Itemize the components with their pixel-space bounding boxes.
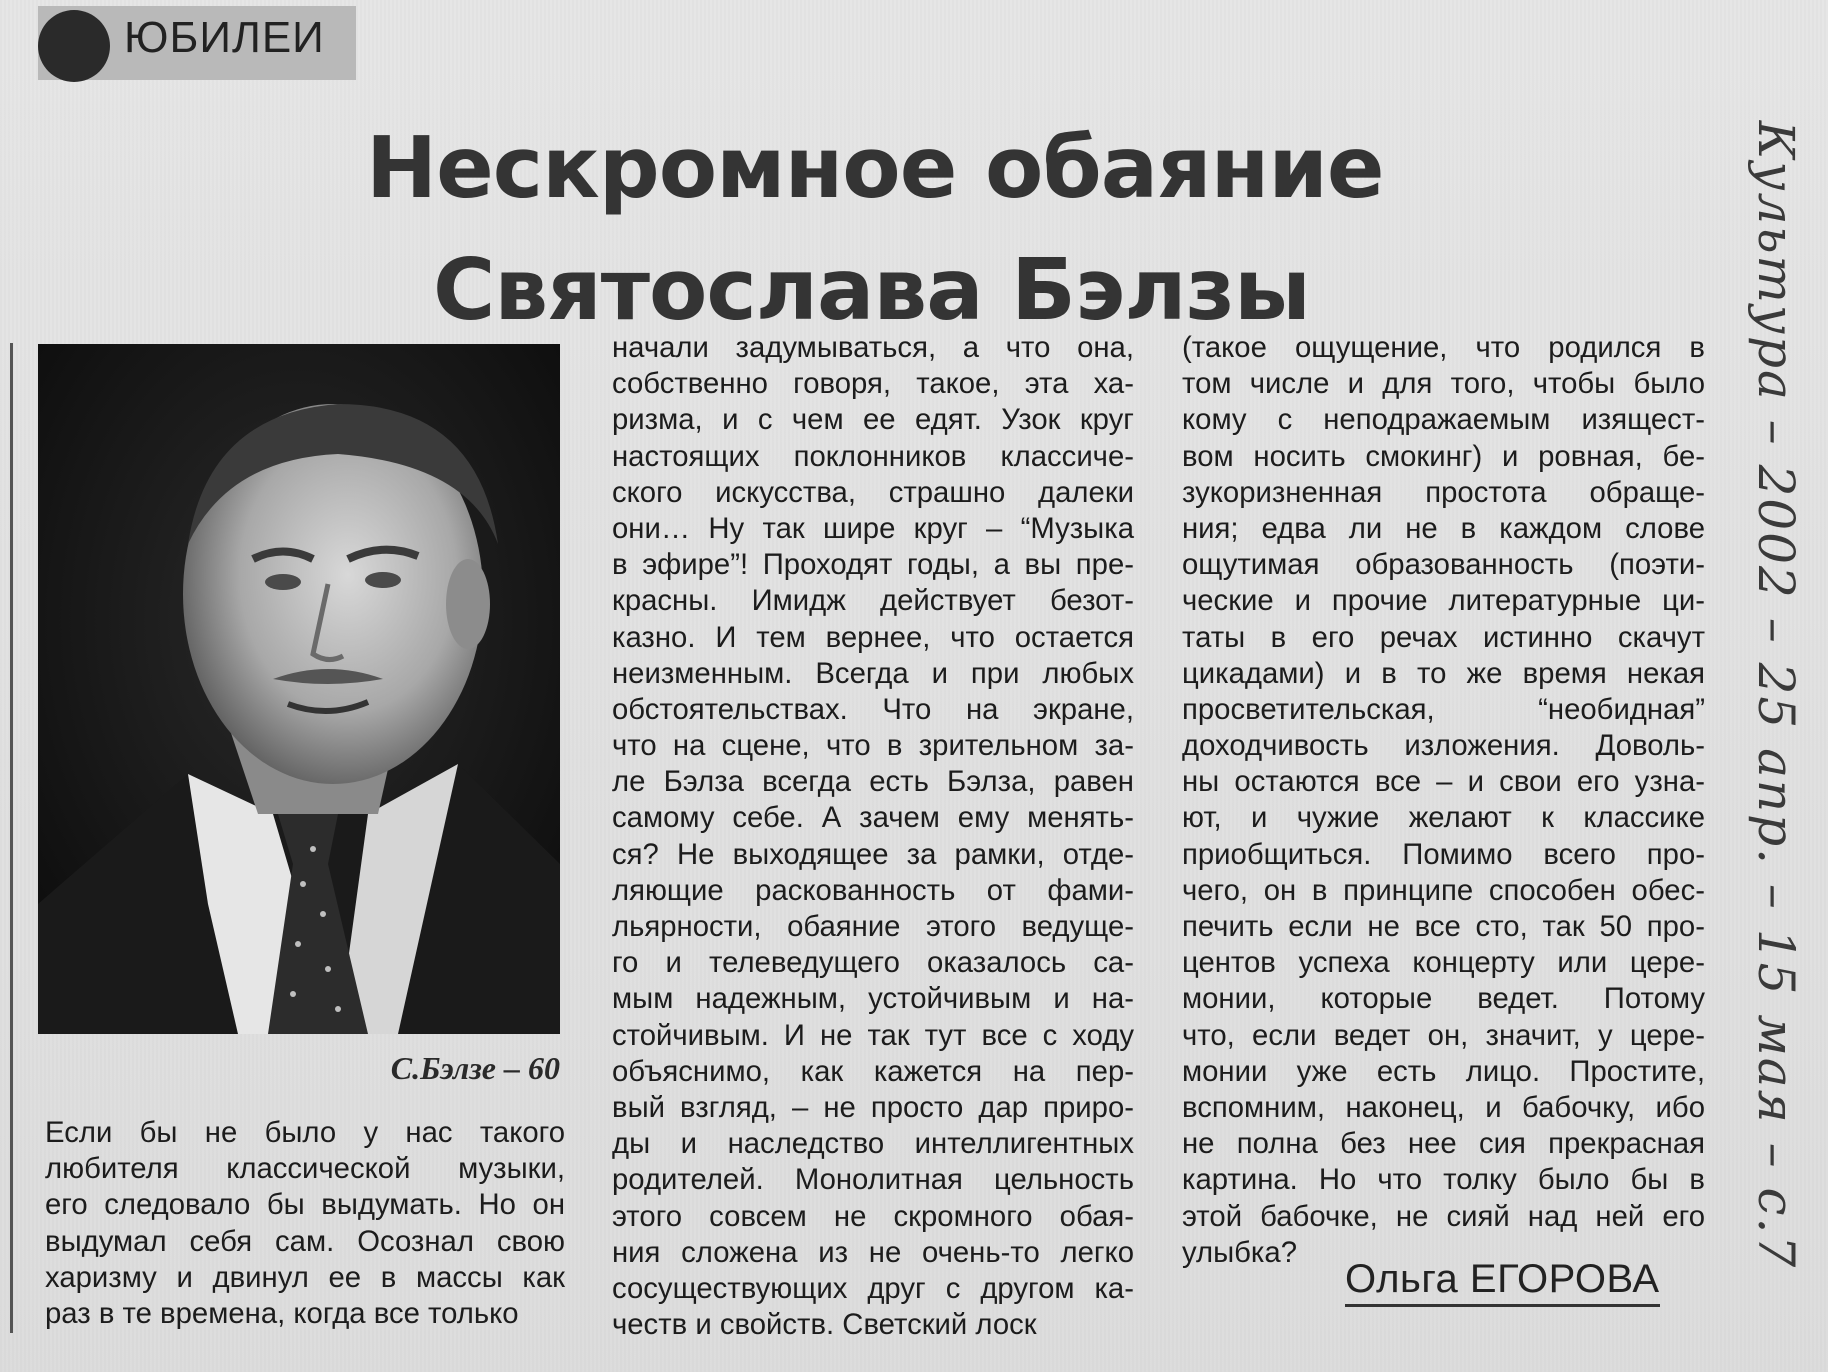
- article-line: монии, которые ведет. Потому: [1182, 982, 1705, 1016]
- author-signature: Ольга ЕГОРОВА: [1345, 1257, 1660, 1307]
- article-line: ского искусства, страшно далеки: [612, 475, 1134, 509]
- article-column-2: [612, 330, 1134, 1343]
- article-line: ны остаются все – и свои его узна-: [1182, 765, 1705, 799]
- article-line: ды и наследство интеллигентных: [612, 1127, 1134, 1161]
- article-line: красны. Имидж действует безот-: [612, 584, 1134, 618]
- article-line: монии уже есть лицо. Простите,: [1182, 1054, 1705, 1088]
- article-line: в эфире”! Проходят годы, а вы пре-: [612, 548, 1134, 582]
- article-line: просветительская, “необидная”: [1182, 692, 1705, 726]
- article-line: любителя классической музыки,: [45, 1152, 565, 1186]
- article-line: го и телеведущего оказалось са-: [612, 946, 1134, 980]
- article-line: ся? Не выходящее за рамки, отде-: [612, 837, 1134, 871]
- article-line: печить если не все сто, так 50 про-: [1182, 910, 1705, 943]
- article-line: ризма, и с чем ее едят. Узок круг: [612, 403, 1134, 437]
- article-line: улыбка?: [1182, 1235, 1297, 1269]
- article-line: Если бы не было у нас такого: [45, 1116, 565, 1149]
- article-column-1: [45, 1115, 565, 1332]
- article-line: раз в те времена, когда все только: [45, 1296, 519, 1330]
- article-line: казно. И тем вернее, что остается: [612, 620, 1134, 654]
- portrait-photo: [38, 344, 560, 1034]
- article-line: доходчивость изложения. Доволь-: [1182, 729, 1705, 763]
- article-line: ния сложена из не очень-то легко: [612, 1235, 1134, 1269]
- article-line: неизменным. Всегда и при любых: [612, 656, 1134, 690]
- rubric-bullet-icon: [38, 10, 110, 82]
- article-line: ощутимая образованность (поэти-: [1182, 548, 1705, 582]
- article-line: самому себе. А зачем ему менять-: [612, 801, 1134, 835]
- article-line: выдумал себя сам. Осознал свою: [45, 1224, 565, 1258]
- article-line: ют, и чужие желают к классике: [1182, 801, 1705, 835]
- article-line: таты в его речах истинно скачут: [1182, 620, 1705, 654]
- headline-line-1: Нескромное обаяние: [366, 119, 1384, 218]
- article-line: его следовало бы выдумать. Но он: [45, 1188, 565, 1222]
- handwritten-note-text: Культура – 2002 – 25 апр. – 15 мая – с.7: [1747, 120, 1805, 1270]
- column-rule: [10, 343, 13, 1333]
- article-line: мым надежным, устойчивым и на-: [612, 982, 1134, 1016]
- article-line: харизму и двинул ее в массы как: [45, 1260, 565, 1294]
- article-line: кому с неподражаемым изящест-: [1182, 403, 1705, 437]
- article-line: вспомним, наконец, и бабочку, ибо: [1182, 1090, 1705, 1124]
- article-line: обстоятельствах. Что на экране,: [612, 692, 1134, 726]
- article-line: родителей. Монолитная цельность: [612, 1163, 1134, 1197]
- article-line: ле Бэлза всегда есть Бэлза, равен: [612, 765, 1134, 799]
- photo-caption: С.Бэлзе – 60: [390, 1050, 560, 1086]
- article-line: что на сцене, что в зрительном за-: [612, 729, 1134, 763]
- article-line: ния; едва ли не в каждом слове: [1182, 511, 1705, 545]
- article-line: вом носить смокинг) и ровная, бе-: [1182, 439, 1705, 473]
- portrait-illustration: [38, 344, 560, 1034]
- article-column-3: [1182, 330, 1705, 1271]
- article-line: льярности, обаяние этого ведуще-: [612, 910, 1134, 943]
- headline: [300, 108, 1450, 352]
- article-line: этой бабочке, не сияй над ней его: [1182, 1199, 1705, 1233]
- handwritten-note: [1746, 30, 1806, 1360]
- rubric-label: ЮБИЛЕИ: [124, 13, 325, 62]
- article-line: что, если ведет он, значит, у цере-: [1182, 1018, 1705, 1052]
- headline-line-2: Святослава Бэлзы: [433, 241, 1310, 340]
- article-line: центов успеха концерту или цере-: [1182, 946, 1705, 980]
- article-line: честв и свойств. Светский лоск: [612, 1308, 1037, 1342]
- article-line: не полна без нее сия прекрасная: [1182, 1127, 1705, 1161]
- article-line: приобщиться. Помимо всего про-: [1182, 837, 1705, 871]
- article-line: чего, он в принципе способен обес-: [1182, 873, 1705, 907]
- article-line: стойчивым. И не так тут все с ходу: [612, 1018, 1134, 1052]
- article-line: том числе и для того, чтобы было: [1182, 367, 1705, 401]
- article-line: картина. Но что толку было бы в: [1182, 1163, 1705, 1197]
- article-line: ляющие раскованность от фами-: [612, 873, 1134, 907]
- article-line: объяснимо, как кажется на пер-: [612, 1054, 1134, 1088]
- article-line: сосуществующих друг с другом ка-: [612, 1271, 1134, 1305]
- article-line: они… Ну так шире круг – “Музыка: [612, 511, 1134, 545]
- article-line: (такое ощущение, что родился в: [1182, 331, 1705, 364]
- article-line: собственно говоря, такое, эта ха-: [612, 367, 1134, 401]
- article-line: этого совсем не скромного обая-: [612, 1199, 1134, 1233]
- article-line: вый взгляд, – не просто дар приро-: [612, 1090, 1134, 1124]
- article-line: зукоризненная простота обраще-: [1182, 475, 1705, 509]
- article-line: ческие и прочие литературные ци-: [1182, 584, 1705, 618]
- article-line: начали задумываться, а что она,: [612, 331, 1134, 364]
- article-line: настоящих поклонников классиче-: [612, 439, 1134, 473]
- article-line: цикадами) и в то же время некая: [1182, 656, 1705, 690]
